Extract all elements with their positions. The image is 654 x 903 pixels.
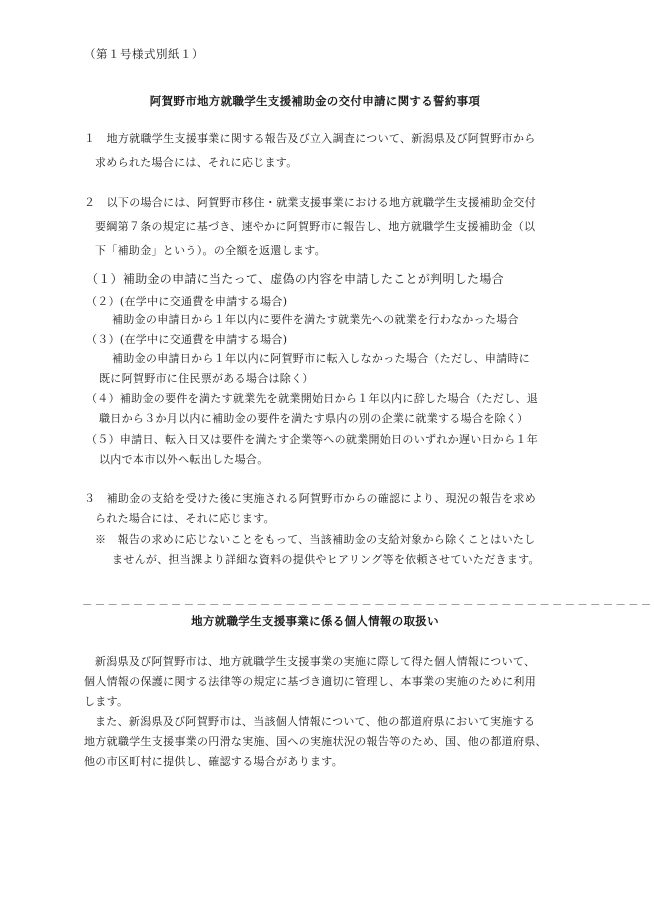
sub-item-2-line-2: 補助金の申請日から１年以内に要件を満たす就業先への就業を行わなかった場合 bbox=[112, 313, 519, 326]
item-1-line-2: 求められた場合には、それに応じます。 bbox=[95, 156, 298, 169]
note-line-2: ませんが、担当課より詳細な資料の提供やヒアリング等を依頼させていただきます。 bbox=[112, 553, 540, 566]
sub-item-3-line-1: （３）(在学中に交通費を申請する場合) bbox=[86, 333, 288, 346]
document-title: 阿賀野市地方就職学生支援補助金の交付申請に関する誓約事項 bbox=[149, 94, 481, 108]
privacy-p1-line-3: します。 bbox=[84, 695, 129, 708]
sub-item-5-line-1: （５）申請日、転入日又は要件を満たす企業等への就業開始日のいずれか遅い日から１年 bbox=[86, 433, 538, 446]
sub-item-3-line-2: 補助金の申請日から１年以内に阿賀野市に転入しなかった場合（ただし、申請時に bbox=[112, 352, 531, 365]
privacy-p1-line-1: 新潟県及び阿賀野市は、地方就職学生支援事業の実施に際して得た個人情報について、 bbox=[95, 655, 536, 668]
privacy-p2-line-1: また、新潟県及び阿賀野市は、当該個人情報について、他の都道府県において実施する bbox=[95, 715, 536, 728]
sub-item-4-line-1: （４）補助金の要件を満たす就業先を就業開始日から１年以内に辞した場合（ただし、退 bbox=[86, 392, 538, 405]
item-2-line-2: 要綱第７条の規定に基づき、速やかに阿賀野市に報告し、地方就職学生支援補助金（以 bbox=[95, 220, 536, 233]
item-1-line-1: １ 地方就職学生支援事業に関する報告及び立入調査について、新潟県及び阿賀野市から bbox=[84, 132, 536, 145]
sub-item-5-line-2: 以内で本市以外へ転出した場合。 bbox=[99, 453, 269, 466]
note-line-1: ※ 報告の求めに応じないことをもって、当該補助金の支給対象から除くことはいたし bbox=[95, 533, 536, 546]
section-divider: －－－－－－－－－－－－－－－－－－－－－－－－－－－－－－－－－－－－－－－－－－－－－ bbox=[82, 599, 654, 611]
sub-item-2-line-1: （２）(在学中に交通費を申請する場合) bbox=[86, 295, 288, 308]
item-2-line-3: 下「補助金」という）。の全額を返還します。 bbox=[95, 244, 326, 257]
privacy-title: 地方就職学生支援事業に係る個人情報の取扱い bbox=[191, 614, 439, 628]
privacy-p1-line-2: 個人情報の保護に関する法律等の規定に基づき適切に管理し、本事業の実施のために利用 bbox=[84, 675, 536, 688]
privacy-p2-line-3: 他の市区町村に提供し、確認する場合があります。 bbox=[84, 755, 344, 768]
sub-item-1: （１）補助金の申請に当たって、虚偽の内容を申請したことが判明した場合 bbox=[86, 272, 504, 286]
item-3-line-1: ３ 補助金の支給を受けた後に実施される阿賀野市からの確認により、現況の報告を求め bbox=[84, 492, 536, 505]
item-2-line-1: ２ 以下の場合には、阿賀野市移住・就業支援事業における地方就職学生支援補助金交付 bbox=[84, 196, 536, 209]
sub-item-3-line-3: 既に阿賀野市に住民票がある場合は除く） bbox=[99, 372, 314, 385]
item-3-line-2: られた場合には、それに応じます。 bbox=[95, 512, 275, 525]
sub-item-4-line-2: 職日から３か月以内に補助金の要件を満たす県内の別の企業に就業する場合を除く） bbox=[99, 412, 529, 425]
privacy-p2-line-2: 地方就職学生支援事業の円滑な実施、国への実施状況の報告等のため、国、他の都道府県、 bbox=[84, 735, 547, 748]
form-id: （第１号様式別紙１） bbox=[84, 47, 204, 61]
